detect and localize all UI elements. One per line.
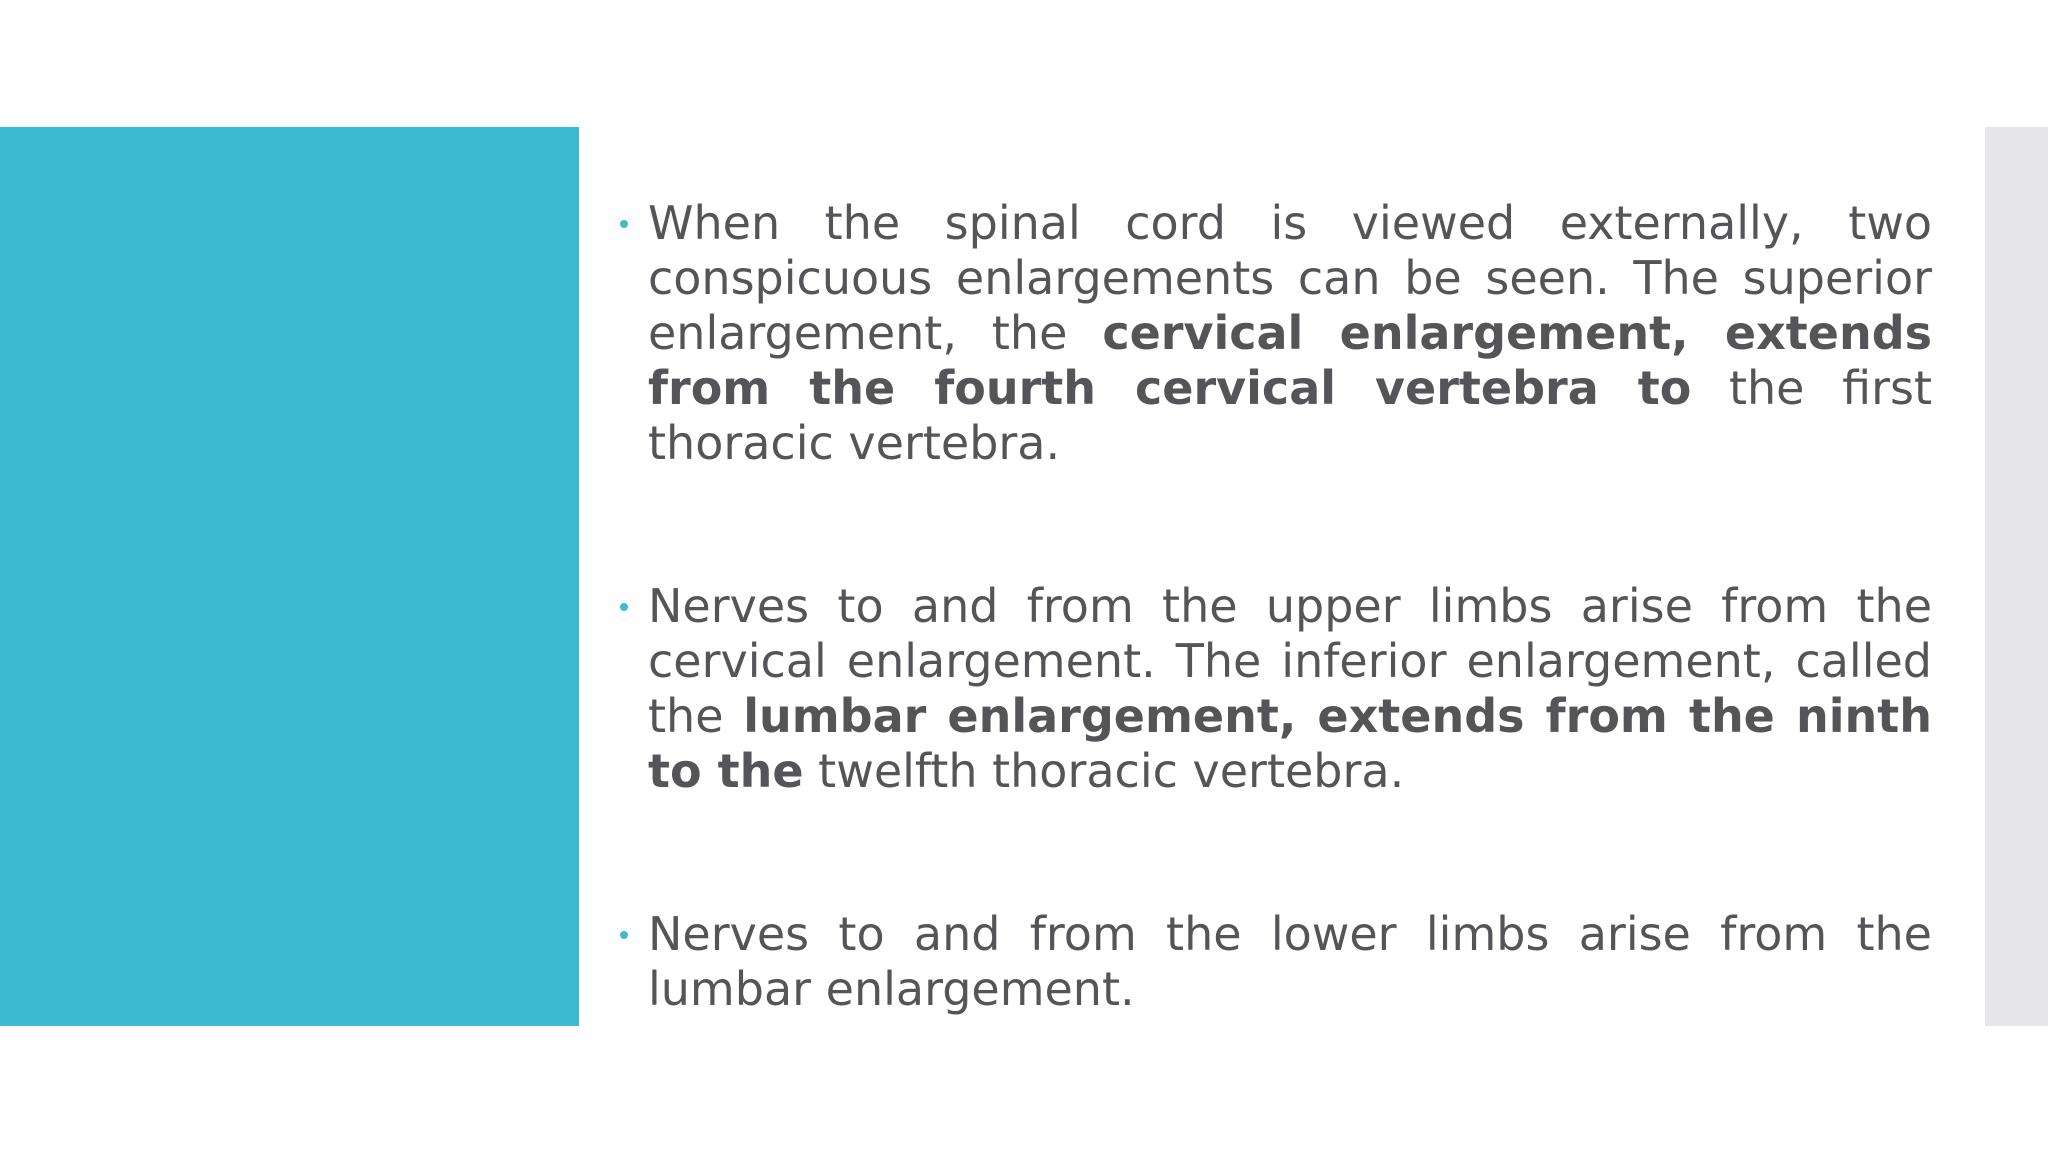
- bold-text-segment: lumbar enlargement, extends from the ninth to the: [648, 689, 1932, 798]
- bullet-item: [617, 196, 1932, 471]
- side-strip: [1985, 127, 2048, 1026]
- bullet-dot-icon: [620, 603, 628, 611]
- bullet-list: [617, 196, 1932, 1017]
- text-segment: twelfth thoracic vertebra.: [803, 744, 1405, 798]
- text-segment: Nerves to and from the upper limbs arise from the cervical enlargement. The inferior enlargement, called the: [648, 579, 1932, 743]
- bold-text-segment: cervical enlargement, extends from the fourth cervical vertebra to: [648, 306, 1932, 415]
- text-segment: Nerves to and from the lower limbs arise from the lumbar enlargement.: [648, 907, 1932, 1016]
- text-segment: When the spinal cord is viewed externally, two conspicuous enlargements can be seen. The superior enlargement, the: [648, 196, 1932, 360]
- accent-color-block: [0, 127, 579, 1026]
- bullet-item: [617, 579, 1932, 799]
- bullet-dot-icon: [620, 931, 628, 939]
- bullet-dot-icon: [620, 220, 628, 228]
- bullet-item: [617, 907, 1932, 1017]
- text-segment: the first thoracic vertebra.: [648, 361, 1933, 470]
